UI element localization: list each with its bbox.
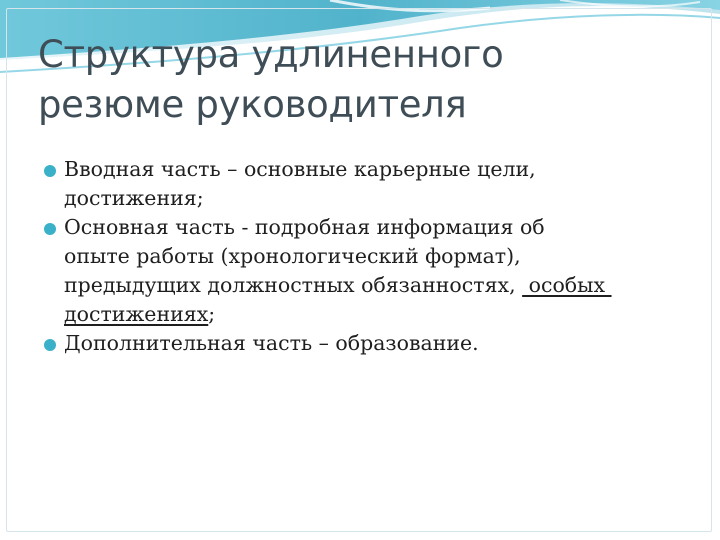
- title-line-2: резюме руководителя: [38, 83, 467, 126]
- list-item-text: ;: [208, 302, 216, 326]
- list-item-line: опыте работы (хронологический формат),: [64, 244, 521, 268]
- bullet-icon: [44, 223, 56, 235]
- list-item: [44, 213, 684, 329]
- list-item-line: [64, 300, 684, 329]
- list-item: [44, 329, 684, 358]
- list-item-line: Дополнительная часть – образование.: [64, 331, 479, 355]
- underlined-text: особых: [522, 273, 612, 297]
- list-item-line: [64, 271, 684, 300]
- underlined-text: достижениях: [64, 302, 209, 326]
- list-item-text: предыдущих должностных обязанностях,: [64, 273, 523, 297]
- bullet-icon: [44, 339, 56, 351]
- list-item-line: достижения;: [64, 186, 204, 210]
- title-line-1: Структура удлиненного: [38, 33, 504, 76]
- bullet-list: [44, 155, 684, 358]
- list-item-line: Основная часть - подробная информация об: [64, 215, 545, 239]
- list-item-line: Вводная часть – основные карьерные цели,: [64, 157, 536, 181]
- list-item: [44, 155, 684, 213]
- slide-title: [38, 30, 678, 130]
- bullet-icon: [44, 165, 56, 177]
